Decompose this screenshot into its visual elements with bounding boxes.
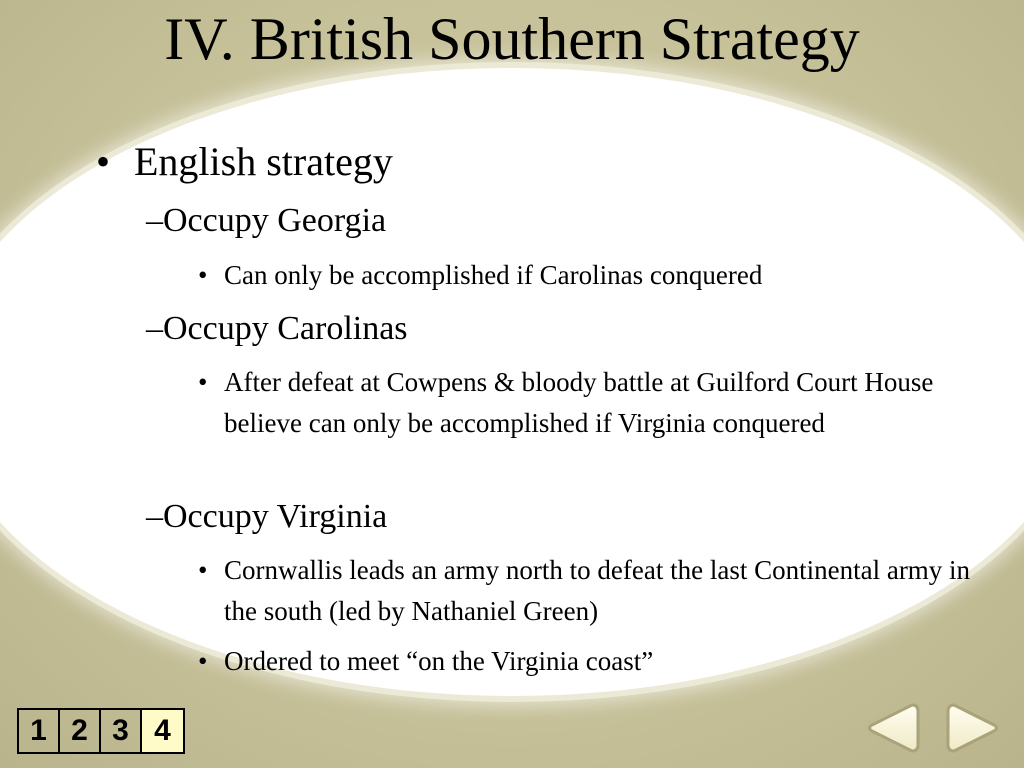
next-slide-button[interactable] xyxy=(944,700,1004,756)
bullet-icon: • xyxy=(198,260,208,290)
point-text: Cornwallis leads an army north to defeat the last Continental army in the south (led by Nathaniel Green) xyxy=(224,555,971,626)
page-navigation xyxy=(17,708,185,754)
left-arrow-icon xyxy=(862,700,922,756)
bullet-icon: • xyxy=(198,367,208,397)
point-text: After defeat at Cowpens & bloody battle at Guilford Court House believe can only be accomplished if Virginia conquered xyxy=(224,367,934,438)
prev-slide-button[interactable] xyxy=(862,700,922,756)
page-2-button[interactable]: 2 xyxy=(60,710,101,752)
bullet-icon: • xyxy=(96,139,111,184)
subheading-occupy-virginia: –Occupy Virginia xyxy=(146,498,388,535)
slide-title: IV. British Southern Strategy xyxy=(164,6,860,72)
bullet-icon: • xyxy=(198,555,208,585)
point-text: Ordered to meet “on the Virginia coast” xyxy=(224,646,654,676)
right-arrow-icon xyxy=(944,700,1004,756)
subheading-occupy-georgia: –Occupy Georgia xyxy=(146,202,387,239)
point-text: Can only be accomplished if Carolinas conquered xyxy=(224,260,763,290)
page-3-button[interactable]: 3 xyxy=(101,710,142,752)
page-1-button[interactable]: 1 xyxy=(19,710,60,752)
subheading-occupy-carolinas: –Occupy Carolinas xyxy=(146,310,408,347)
page-4-button[interactable]: 4 xyxy=(142,710,183,752)
bullet-icon: • xyxy=(198,646,208,676)
bullet-text: English strategy xyxy=(134,139,393,184)
